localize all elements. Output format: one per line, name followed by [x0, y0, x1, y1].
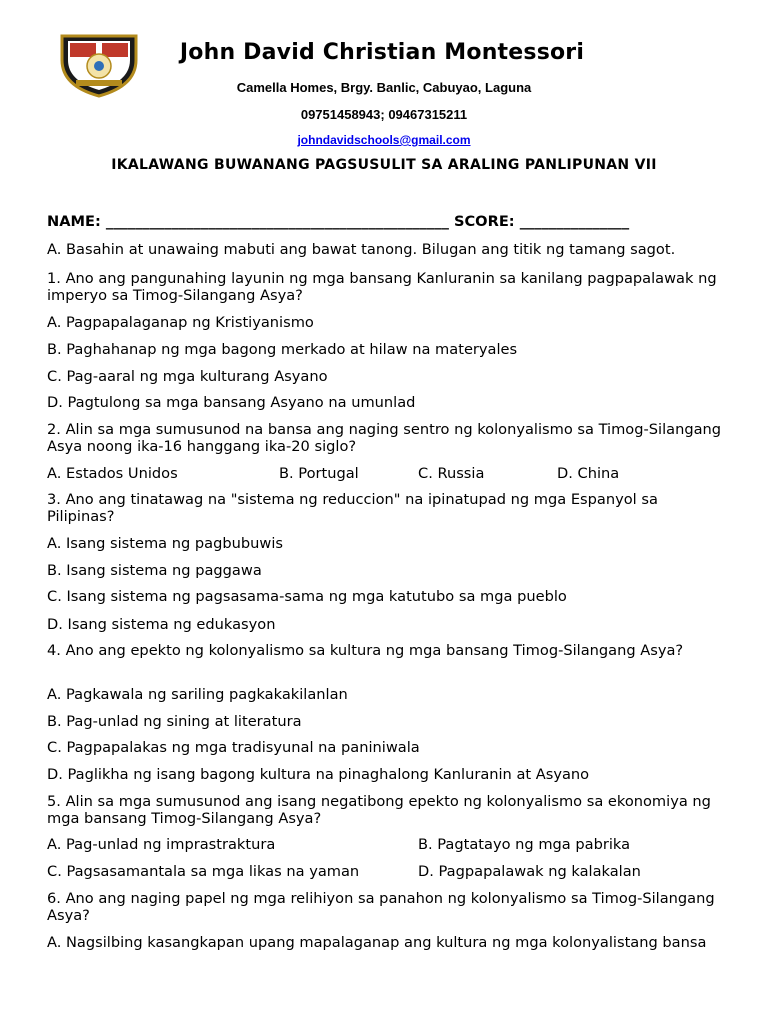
choice-item: C. Pag-aaral ng mga kulturang Asyano [47, 368, 328, 385]
choice-item: C. Russia [418, 465, 485, 482]
choice-item: B. Isang sistema ng paggawa [47, 562, 262, 579]
question-text: 6. Ano ang naging papel ng mga relihiyon sa panahon ng kolonyalismo sa Timog-Silangang Asya? [47, 890, 715, 924]
choice-item: B. Paghahanap ng mga bagong merkado at hilaw na materyales [47, 341, 518, 358]
choice-item: C. Pagpapalakas ng mga tradisyunal na paniniwala [47, 739, 420, 756]
question-text: 1. Ano ang pangunahing layunin ng mga bansang Kanluranin sa kanilang pagpapalawak ng imperyo sa Timog-Silangang Asya? [47, 270, 717, 304]
choice-item: D. Pagtulong sa mga bansang Asyano na umunlad [47, 394, 416, 411]
school-name: John David Christian Montessori [179, 40, 585, 65]
question-text: 4. Ano ang epekto ng kolonyalismo sa kultura ng mga bansang Timog-Silangang Asya? [47, 642, 684, 659]
choice-item: D. China [557, 465, 620, 482]
choice-item: A. Pag-unlad ng imprastraktura [47, 836, 276, 853]
school-email-link[interactable]: johndavidschools@gmail.com [297, 133, 471, 147]
school-address: Camella Homes, Brgy. Banlic, Cabuyao, Laguna [236, 80, 532, 95]
question-text: 2. Alin sa mga sumusunod na bansa ang naging sentro ng kolonyalismo sa Timog-Silangang Asya noong ika-16 hanggang ika-20 siglo? [47, 421, 722, 455]
question-text: 5. Alin sa mga sumusunod ang isang negatibong epekto ng kolonyalismo sa ekonomiya ng mga bansang Timog-Silangang Asya? [47, 793, 711, 827]
question-text: 3. Ano ang tinatawag na "sistema ng reduccion" na ipinatupad ng mga Espanyol sa Pilipinas? [47, 491, 658, 525]
choice-item: A. Estados Unidos [47, 465, 178, 482]
instruction-text: A. Basahin at unawaing mabuti ang bawat tanong. Bilugan ang titik ng tamang sagot. [47, 241, 676, 258]
choice-item: B. Pag-unlad ng sining at literatura [47, 713, 302, 730]
name-score-line: NAME: _______________________________________________ SCORE: _______________ [47, 213, 630, 230]
choice-item: D. Paglikha ng isang bagong kultura na pinaghalong Kanluranin at Asyano [47, 766, 590, 783]
choice-item: A. Pagpapalaganap ng Kristiyanismo [47, 314, 314, 331]
choice-item: A. Pagkawala ng sariling pagkakakilanlan [47, 686, 348, 703]
school-phone: 09751458943; 09467315211 [300, 107, 468, 122]
choice-item: A. Isang sistema ng pagbubuwis [47, 535, 284, 552]
choice-item: B. Pagtatayo ng mga pabrika [418, 836, 631, 853]
choice-item: D. Isang sistema ng edukasyon [47, 616, 276, 633]
choice-item: A. Nagsilbing kasangkapan upang mapalaganap ang kultura ng mga kolonyalistang bansa [47, 934, 707, 951]
choice-item: D. Pagpapalawak ng kalakalan [418, 863, 641, 880]
choice-item: B. Portugal [279, 465, 359, 482]
exam-title: IKALAWANG BUWANANG PAGSUSULIT SA ARALING PANLIPUNAN VII [111, 157, 657, 173]
choice-item: C. Pagsasamantala sa mga likas na yaman [47, 863, 360, 880]
choice-item: C. Isang sistema ng pagsasama-sama ng mga katutubo sa mga pueblo [47, 588, 567, 605]
